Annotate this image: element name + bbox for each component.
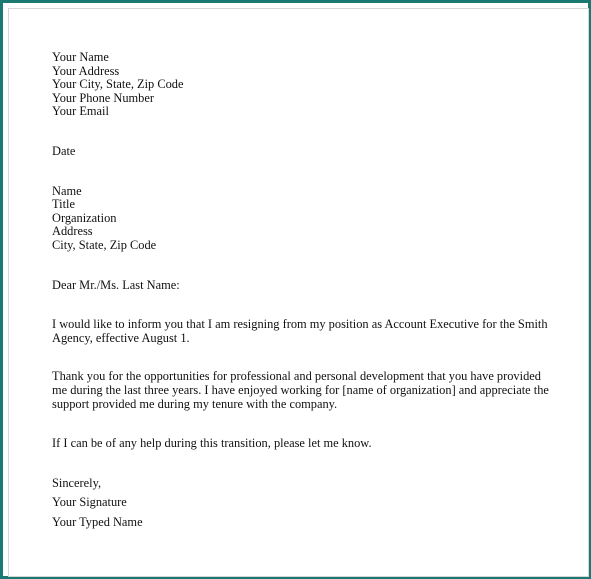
recipient-name: Name xyxy=(52,183,82,198)
paragraph-text: Thank you for the opportunities for professional and personal development that you have provided me during the last three years. I have enjoyed working for [name of organization] and appreciate the support provided me during my tenure with the company. xyxy=(52,369,549,411)
salutation: Dear Mr./Ms. Last Name: xyxy=(52,277,180,292)
sender-block xyxy=(52,51,552,119)
paragraph-text: If I can be of any help during this transition, please let me know. xyxy=(52,436,372,451)
typed-name: Your Typed Name xyxy=(52,514,143,529)
resignation-letter xyxy=(52,51,552,529)
valediction: Sincerely, xyxy=(52,475,102,490)
sender-city-state-zip: Your City, State, Zip Code xyxy=(52,77,184,92)
sender-email: Your Email xyxy=(52,104,109,119)
body-paragraph-2 xyxy=(52,370,552,411)
recipient-organization: Organization xyxy=(52,210,117,225)
letter-date: Date xyxy=(52,143,76,158)
recipient-title: Title xyxy=(52,197,75,212)
paragraph-text: I would like to inform you that I am resigning from my position as Account Executive for the Smith Agency, effective August 1. xyxy=(52,317,548,345)
salutation-block xyxy=(52,279,552,293)
closing-block xyxy=(52,477,552,530)
recipient-address: Address xyxy=(52,224,93,239)
body-paragraph-1 xyxy=(52,318,552,345)
sender-phone: Your Phone Number xyxy=(52,90,154,105)
signature: Your Signature xyxy=(52,495,127,510)
recipient-block xyxy=(52,185,552,253)
date-block xyxy=(52,145,552,159)
recipient-city-state-zip: City, State, Zip Code xyxy=(52,237,157,252)
sender-address: Your Address xyxy=(52,63,120,78)
body-paragraph-3 xyxy=(52,437,552,451)
sender-name: Your Name xyxy=(52,50,109,64)
